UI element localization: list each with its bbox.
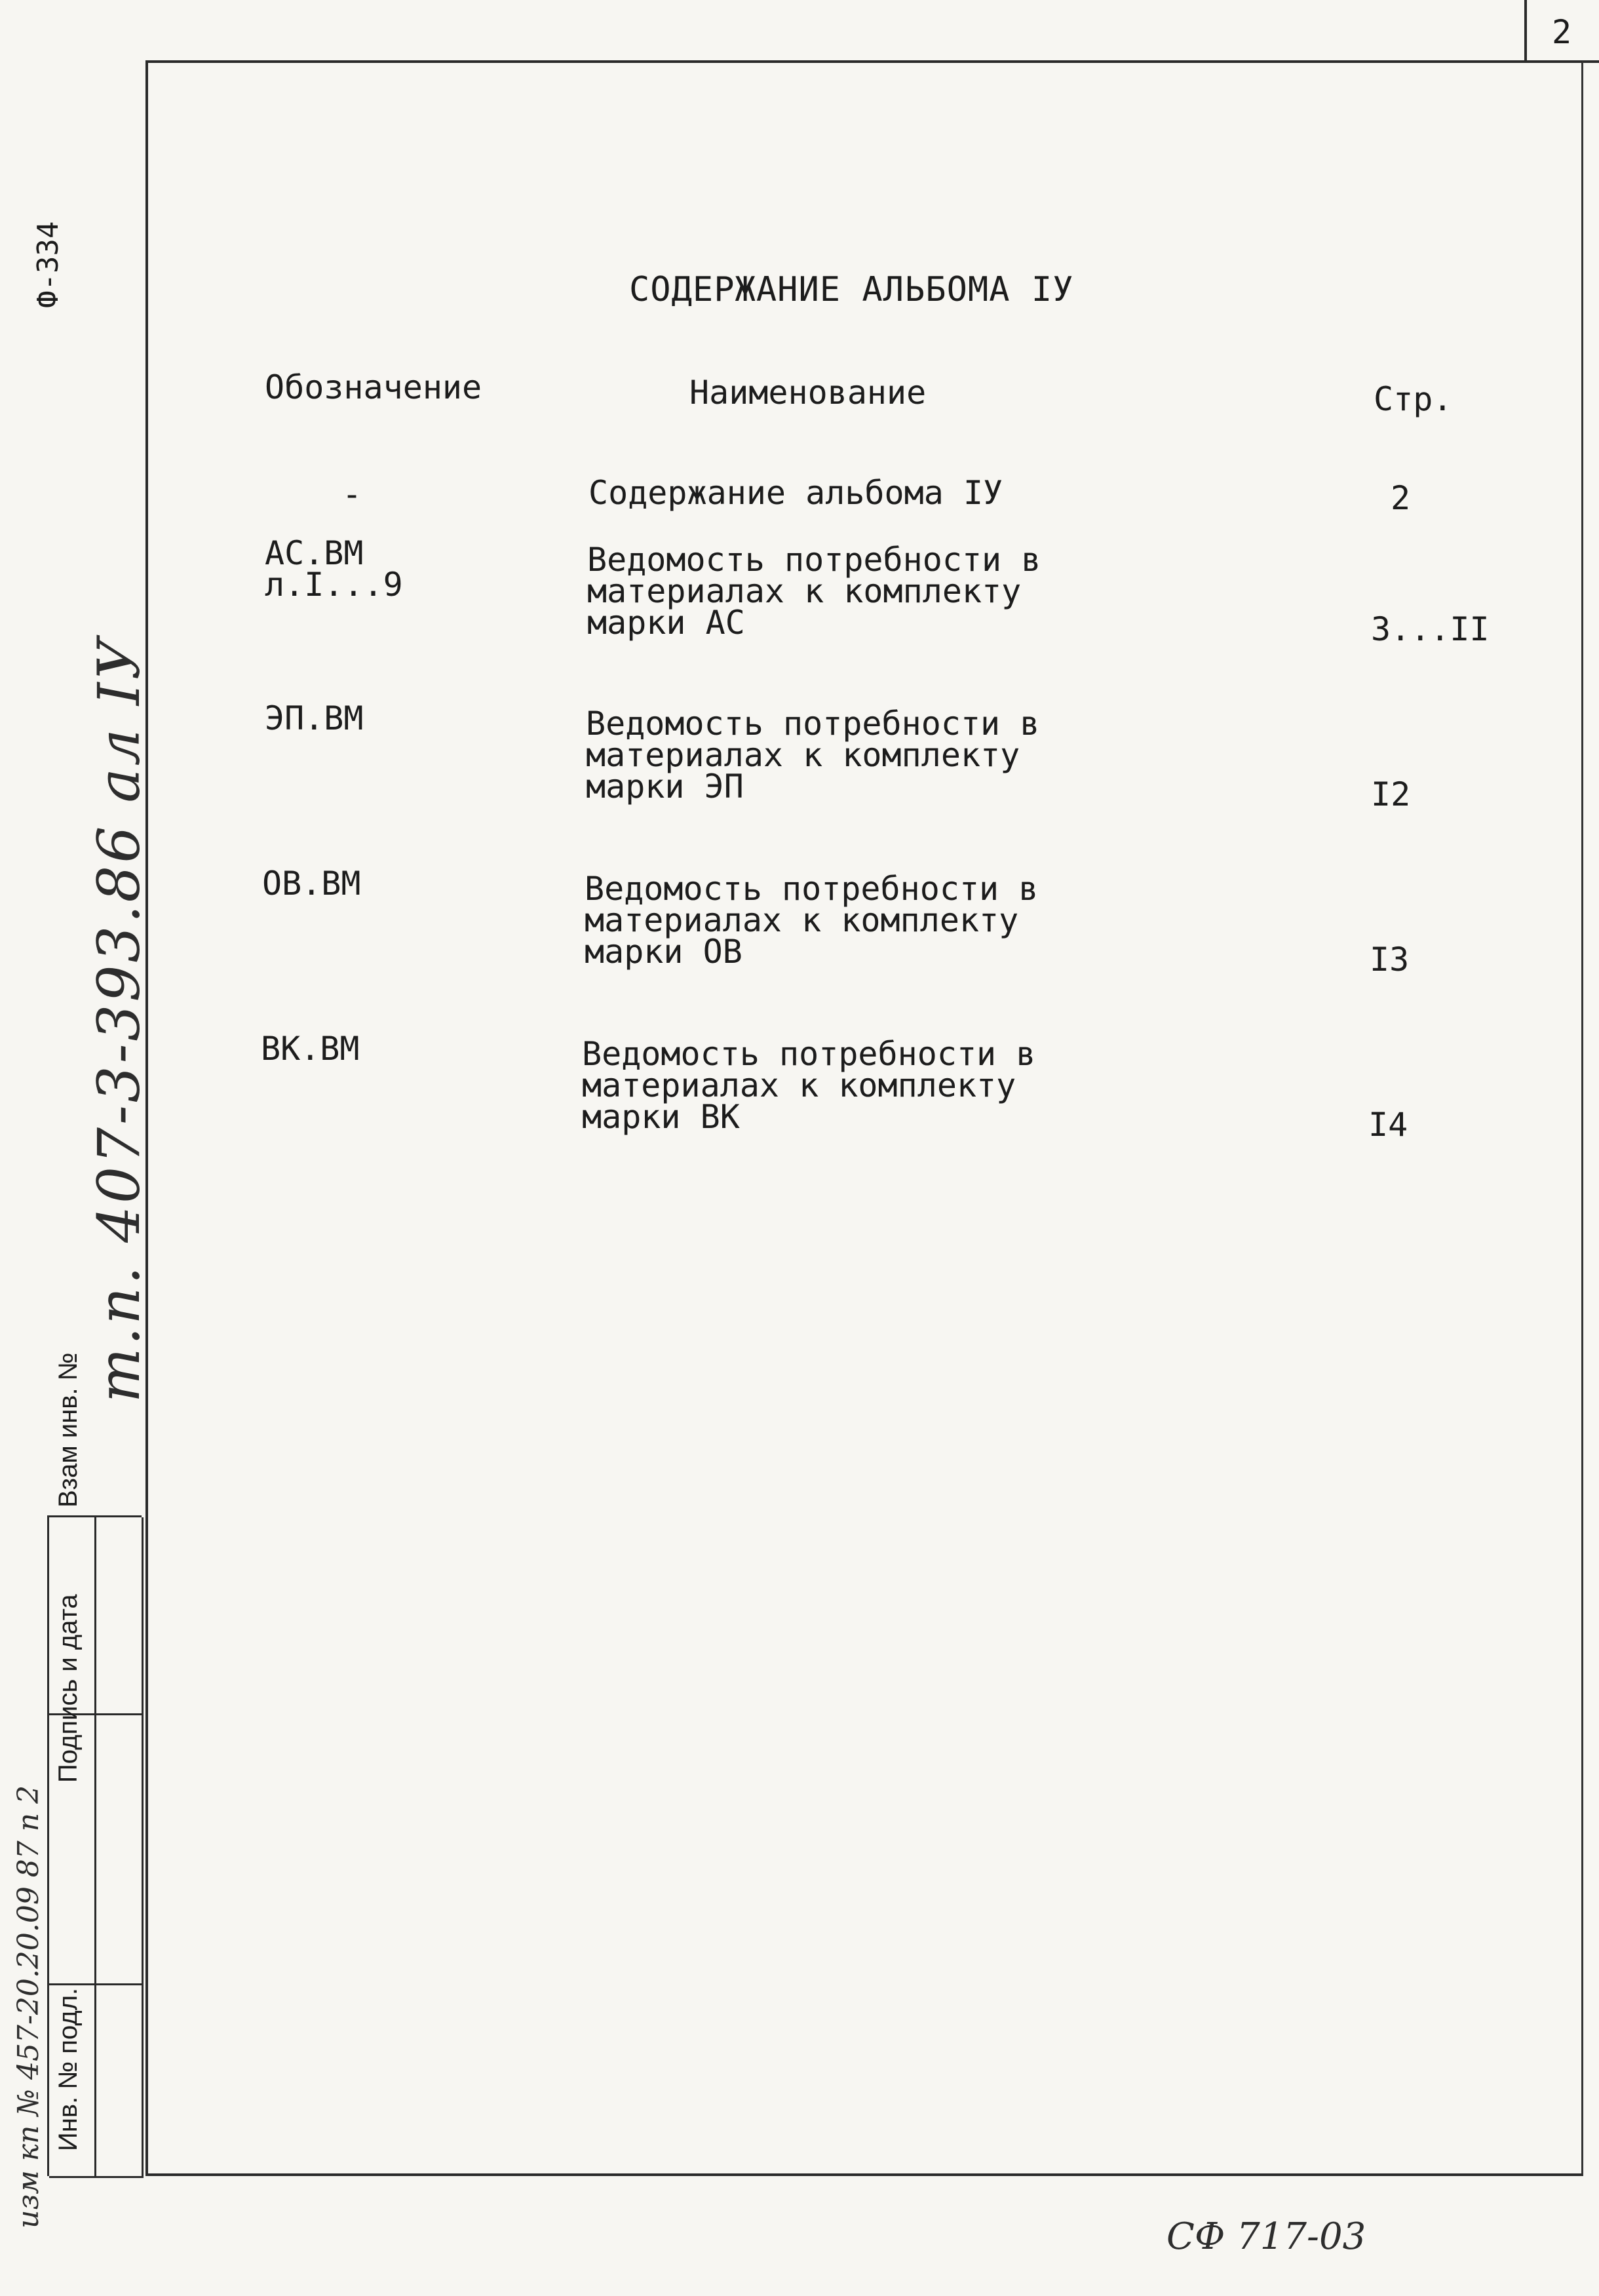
side-code: Ф-334 <box>31 221 65 308</box>
row-3-page: I2 <box>1371 775 1411 813</box>
row-5-designation: ВК.ВМ <box>261 1030 360 1068</box>
side-handwritten-note: изм кп № 457-20.20.09 87 п 2 <box>12 1785 45 2228</box>
row-4-page: I3 <box>1370 941 1410 979</box>
row-3-designation: ЭП.ВМ <box>265 699 364 737</box>
row-4-designation: ОВ.ВМ <box>262 865 361 903</box>
stamp-cell-vzam-value <box>96 1517 144 1715</box>
row-3-name: Ведомость потребности в материалах к комплекту марки ЭП <box>586 705 1040 806</box>
row-2-page: 3...II <box>1371 610 1490 648</box>
document-title: СОДЕРЖАНИЕ АЛЬБОМА IУ <box>629 270 1074 309</box>
row-2-name: Ведомость потребности в материалах к комплекту марки АС <box>587 541 1041 642</box>
row-1-name: Содержание альбома IУ <box>588 474 1003 512</box>
row-4-name: Ведомость потребности в материалах к комплекту марки ОВ <box>585 870 1039 971</box>
row-1-designation: - <box>342 475 362 513</box>
page-number: 2 <box>1552 13 1572 51</box>
stamp-label-podpis: Подпись и дата <box>54 1594 83 1783</box>
stamp-cell-podpis-value <box>96 1715 144 1985</box>
stamp-label-inv: Инв. № подл. <box>54 1987 83 2151</box>
side-handwritten-code: т.п. 407-3-393.86 ал IУ <box>85 635 153 1403</box>
stamp-cell-inv-value <box>96 1985 144 2178</box>
column-header-page: Стр. <box>1374 380 1453 418</box>
row-2-designation: АС.ВМ л.I...9 <box>265 534 403 604</box>
stamp-label-vzam: Взам инв. № <box>54 1352 83 1508</box>
row-1-page: 2 <box>1391 479 1411 517</box>
column-header-name: Наименование <box>689 374 927 412</box>
footer-handwritten-code: СФ 717-03 <box>1166 2215 1366 2258</box>
row-5-name: Ведомость потребности в материалах к комплекту марки ВК <box>582 1035 1036 1136</box>
column-header-designation: Обозначение <box>265 368 482 406</box>
row-5-page: I4 <box>1368 1106 1408 1144</box>
